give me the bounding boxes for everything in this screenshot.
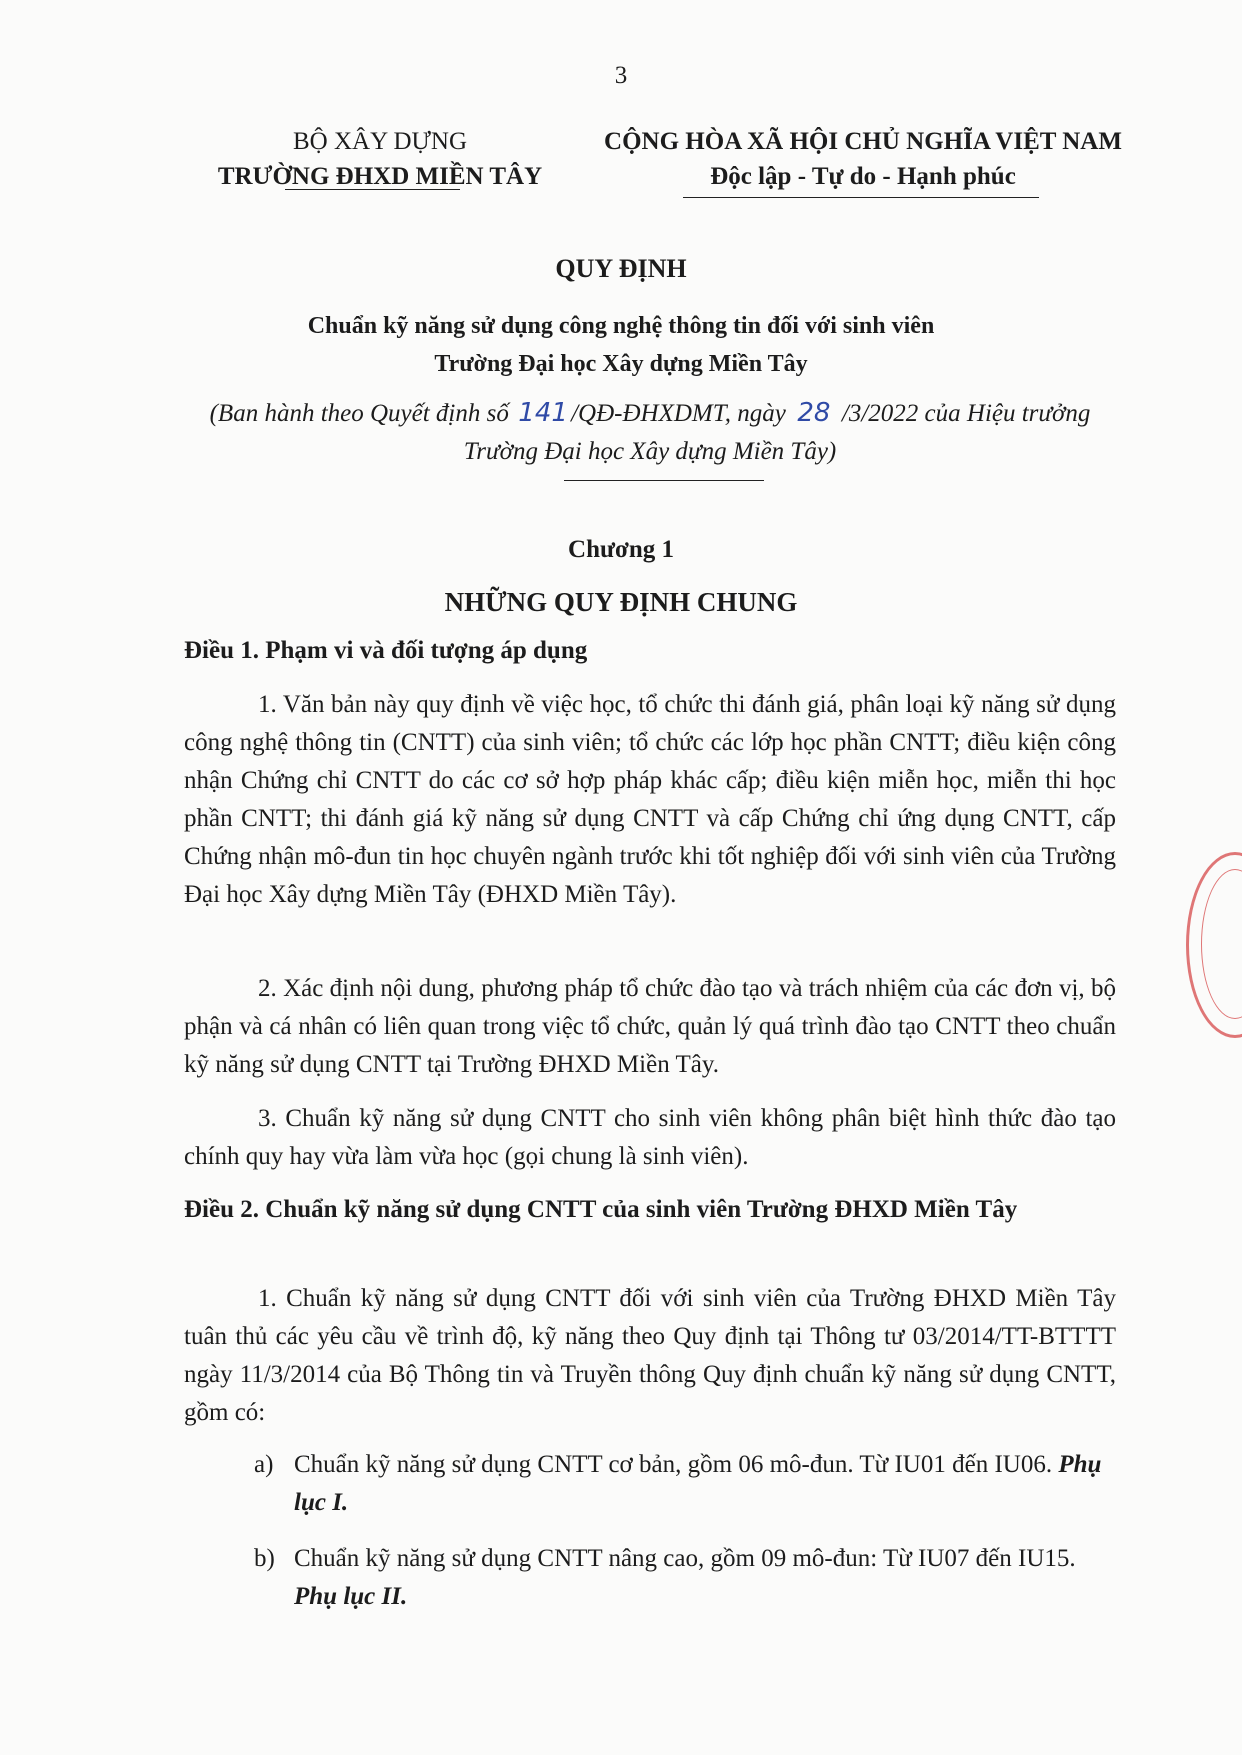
list-item-text: Chuẩn kỹ năng sử dụng CNTT nâng cao, gồm 09 mô-đun: Từ IU07 đến IU15. Phụ lục II. [294,1545,1076,1610]
article-1-paragraph-3: 3. Chuẩn kỹ năng sử dụng CNTT cho sinh viên không phân biệt hình thức đào tạo chính quy hay vừa làm vừa học (gọi chung là sinh viên). [184,1105,1116,1170]
motto: Độc lập - Tự do - Hạnh phúc [710,163,1016,190]
chapter-title: NHỮNG QUY ĐỊNH CHUNG [444,587,798,617]
school-name: TRƯỜNG ĐHXD MIỀN TÂY [217,163,543,190]
decision-suffix: /3/2022 của Hiệu trưởng Trường Đại học Xây dựng Miền Tây) [463,400,1091,465]
decision-prefix: (Ban hành theo Quyết định số [209,400,509,427]
list-item-a [254,1446,1116,1522]
decision-middle: /QĐ-ĐHXDMT, ngày [571,400,786,427]
appendix-reference: Phụ lục II. [294,1583,408,1610]
country-name: CỘNG HÒA XÃ HỘI CHỦ NGHĨA VIỆT NAM [604,128,1122,155]
decision-number-handwritten: 141 [518,398,568,428]
ministry-name: BỘ XÂY DỰNG [292,128,468,155]
list-item-b [254,1540,1116,1616]
header-right-rule [683,197,1039,198]
chapter-label: Chương 1 [568,536,674,563]
page-number: 3 [614,62,628,89]
national-motto [578,124,1148,194]
header-left-rule [285,189,460,190]
article-1-paragraph-2: 2. Xác định nội dung, phương pháp tổ chức đào tạo và trách nhiệm của các đơn vị, bộ phận và cá nhân có liên quan trong việc tổ chức, quản lý quá trình đào tạo CNTT theo chuẩn kỹ năng sử dụng CNTT tại Trường ĐHXD Miền Tây. [184,975,1116,1078]
list-item-text: Chuẩn kỹ năng sử dụng CNTT cơ bản, gồm 06 mô-đun. Từ IU01 đến IU06. Phụ lục I. [294,1451,1102,1516]
red-seal-stamp [1186,852,1242,1038]
subtitle-line-2: Trường Đại học Xây dựng Miền Tây [434,351,808,377]
article-2-paragraph-1: 1. Chuẩn kỹ năng sử dụng CNTT đối với sinh viên của Trường ĐHXD Miền Tây tuân thủ các yêu cầu về trình độ, kỹ năng theo Quy định tại Thông tư 03/2014/TT-BTTTT ngày 11/3/2014 của Bộ Thông tin và Truyền thông Quy định chuẩn kỹ năng sử dụng CNTT, gồm có: [184,1285,1116,1426]
list-marker: a) [254,1451,274,1478]
issuing-authority [190,124,570,194]
appendix-reference: Phụ lục I. [294,1451,1102,1516]
article-1-paragraph-1: 1. Văn bản này quy định về việc học, tổ chức thi đánh giá, phân loại kỹ năng sử dụng công nghệ thông tin (CNTT) của sinh viên; tổ chức các lớp học phần CNTT; điều kiện công nhận Chứng chỉ CNTT do các cơ sở hợp pháp khác cấp; điều kiện miễn học, miễn thi học phần CNTT; thi đánh giá kỹ năng sử dụng CNTT và cấp Chứng chỉ ứng dụng CNTT, cấp Chứng nhận mô-đun tin học chuyên ngành trước khi tốt nghiệp đối với sinh viên của Trường Đại học Xây dựng Miền Tây (ĐHXD Miền Tây). [184,691,1116,908]
document-subtitle [0,307,1242,383]
decision-reference [190,394,1110,471]
subtitle-line-1: Chuẩn kỹ năng sử dụng công nghệ thông tin đối với sinh viên [307,313,935,339]
document-title: QUY ĐỊNH [555,254,687,283]
decision-day-handwritten: 28 [797,398,831,428]
title-rule [564,480,764,481]
article-1-heading: Điều 1. Phạm vi và đối tượng áp dụng [184,637,588,664]
article-2-heading: Điều 2. Chuẩn kỹ năng sử dụng CNTT của sinh viên Trường ĐHXD Miền Tây [184,1196,1018,1223]
list-marker: b) [254,1545,275,1572]
